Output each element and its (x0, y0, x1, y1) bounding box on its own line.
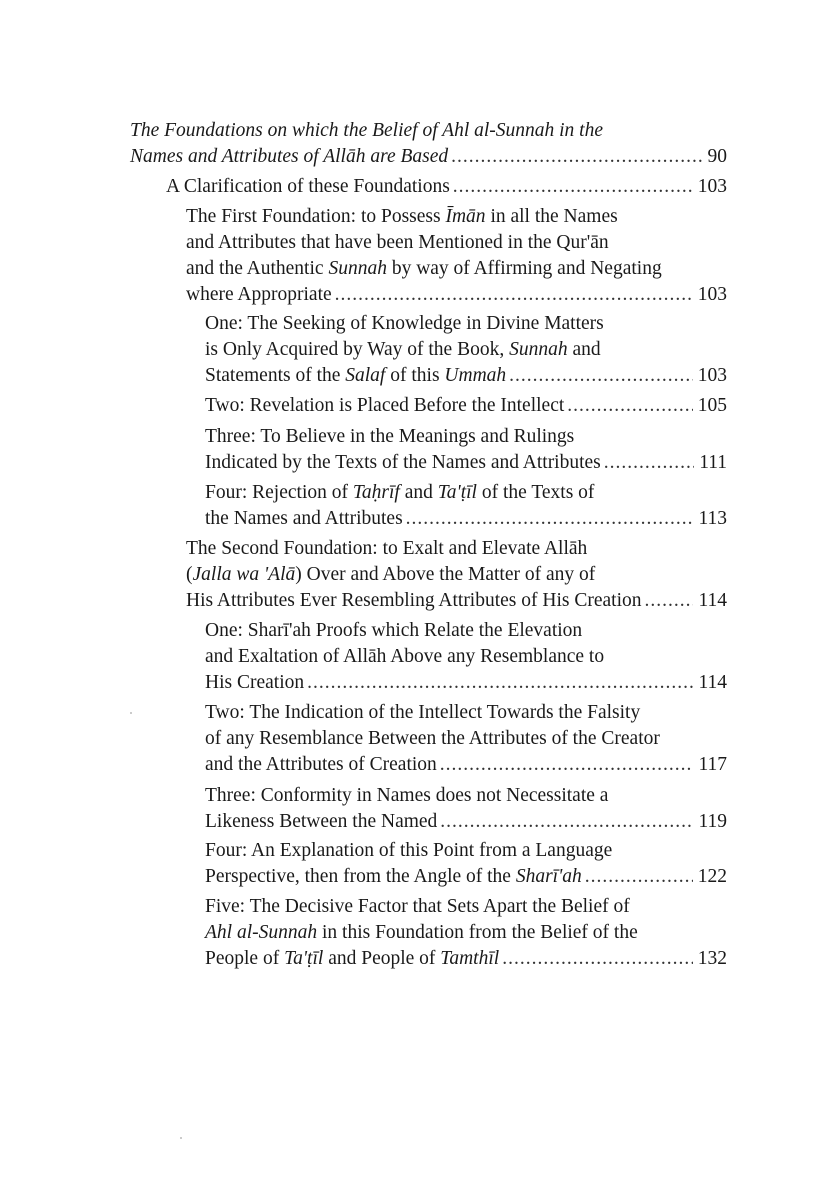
entry-last-line (205, 946, 727, 972)
entry-title-line: Four: An Explanation of this Point from a Language (205, 840, 613, 861)
entry-title-line: Five: The Decisive Factor that Sets Apart the Belief of (205, 896, 630, 917)
entry-title-line: Perspective, then from the Angle of the Sharī'ah (205, 866, 582, 887)
leader-dots (502, 946, 693, 972)
entry-last-line (205, 809, 727, 835)
page-number: 105 (697, 395, 727, 416)
leader-dots (453, 174, 693, 200)
entry-title-line: Likeness Between the Named (205, 811, 438, 832)
page-number: 103 (697, 176, 727, 197)
entry-title-line: Statements of the Salaf of this Ummah (205, 365, 507, 386)
entry-title-line: (Jalla wa 'Alā) Over and Above the Matter of any of (186, 564, 596, 585)
leader-dots (440, 752, 694, 778)
entry-title-line: Three: Conformity in Names does not Necessitate a (205, 785, 609, 806)
page-number: 119 (698, 811, 727, 832)
entry-title-line: Ahl al-Sunnah in this Foundation from the Belief of the (205, 922, 638, 943)
entry-title-line: The Foundations on which the Belief of Ahl al-Sunnah in the (130, 120, 604, 141)
page-number: 90 (707, 146, 727, 167)
entry-last-line (205, 670, 727, 696)
leader-dots (406, 506, 694, 532)
page-number: 117 (698, 754, 727, 775)
scan-speck (130, 712, 132, 714)
toc-entry (186, 536, 727, 614)
entry-last-line (205, 393, 727, 419)
entry-last-line (205, 864, 727, 890)
entry-title-line: A Clarification of these Foundations (166, 176, 450, 197)
entry-title-line: the Names and Attributes (205, 508, 403, 529)
entry-title-line: Names and Attributes of Allāh are Based (130, 146, 449, 167)
leader-dots (604, 450, 694, 476)
toc-entry (205, 894, 727, 972)
toc-entry (205, 783, 727, 835)
page-number: 122 (697, 866, 727, 887)
entry-last-line (166, 174, 727, 200)
page-number: 103 (697, 284, 727, 305)
page-number: 132 (697, 948, 727, 969)
entry-title-line: One: Sharī'ah Proofs which Relate the Elevation (205, 620, 583, 641)
entry-title-line: of any Resemblance Between the Attributes of the Creator (205, 728, 660, 749)
toc-entry (186, 204, 727, 308)
entry-last-line (205, 450, 727, 476)
entry-last-line (186, 588, 727, 614)
entry-title-line: Two: The Indication of the Intellect Towards the Falsity (205, 702, 641, 723)
scan-speck (180, 1137, 182, 1139)
entry-title-line: His Creation (205, 672, 305, 693)
page-number: 114 (698, 590, 727, 611)
toc-entry (205, 311, 727, 389)
entry-last-line (205, 363, 727, 389)
leader-dots (645, 588, 694, 614)
toc-entry (205, 480, 727, 532)
leader-dots (307, 670, 693, 696)
toc-entry (130, 118, 727, 170)
entry-title-line: Indicated by the Texts of the Names and Attributes (205, 452, 601, 473)
leader-dots (509, 363, 693, 389)
toc-entry (205, 838, 727, 890)
entry-title-line: and Attributes that have been Mentioned in the Qur'ān (186, 232, 609, 253)
entry-title-line: and the Attributes of Creation (205, 754, 437, 775)
toc-entry (205, 424, 727, 476)
entry-last-line (205, 506, 727, 532)
entry-last-line (186, 282, 727, 308)
entry-title-line: Four: Rejection of Taḥrīf and Ta'ṭīl of the Texts of (205, 482, 595, 503)
entry-title-line: The Second Foundation: to Exalt and Elevate Allāh (186, 538, 588, 559)
leader-dots (451, 144, 702, 170)
entry-title-line: where Appropriate (186, 284, 332, 305)
entry-title-line: and Exaltation of Allāh Above any Resemblance to (205, 646, 605, 667)
page-number: 113 (698, 508, 727, 529)
toc-entry (205, 700, 727, 778)
page-number: 103 (697, 365, 727, 386)
leader-dots (567, 393, 692, 419)
entry-title-line: His Attributes Ever Resembling Attributes of His Creation (186, 590, 642, 611)
leader-dots (440, 809, 693, 835)
toc-entry (166, 174, 727, 200)
entry-title-line: Three: To Believe in the Meanings and Rulings (205, 426, 575, 447)
entry-title-line: People of Ta'ṭīl and People of Tamthīl (205, 948, 500, 969)
leader-dots (585, 864, 693, 890)
entry-title-line: The First Foundation: to Possess Īmān in all the Names (186, 206, 618, 227)
entry-title-line: Two: Revelation is Placed Before the Intellect (205, 395, 565, 416)
entry-last-line (205, 752, 727, 778)
page-number: 111 (699, 452, 727, 473)
toc-entry (205, 618, 727, 696)
entry-last-line (130, 144, 727, 170)
page-number: 114 (698, 672, 727, 693)
entry-title-line: One: The Seeking of Knowledge in Divine Matters (205, 313, 604, 334)
entry-title-line: is Only Acquired by Way of the Book, Sunnah and (205, 339, 601, 360)
entry-title-line: and the Authentic Sunnah by way of Affirming and Negating (186, 258, 662, 279)
toc-entry (205, 393, 727, 419)
leader-dots (335, 282, 693, 308)
